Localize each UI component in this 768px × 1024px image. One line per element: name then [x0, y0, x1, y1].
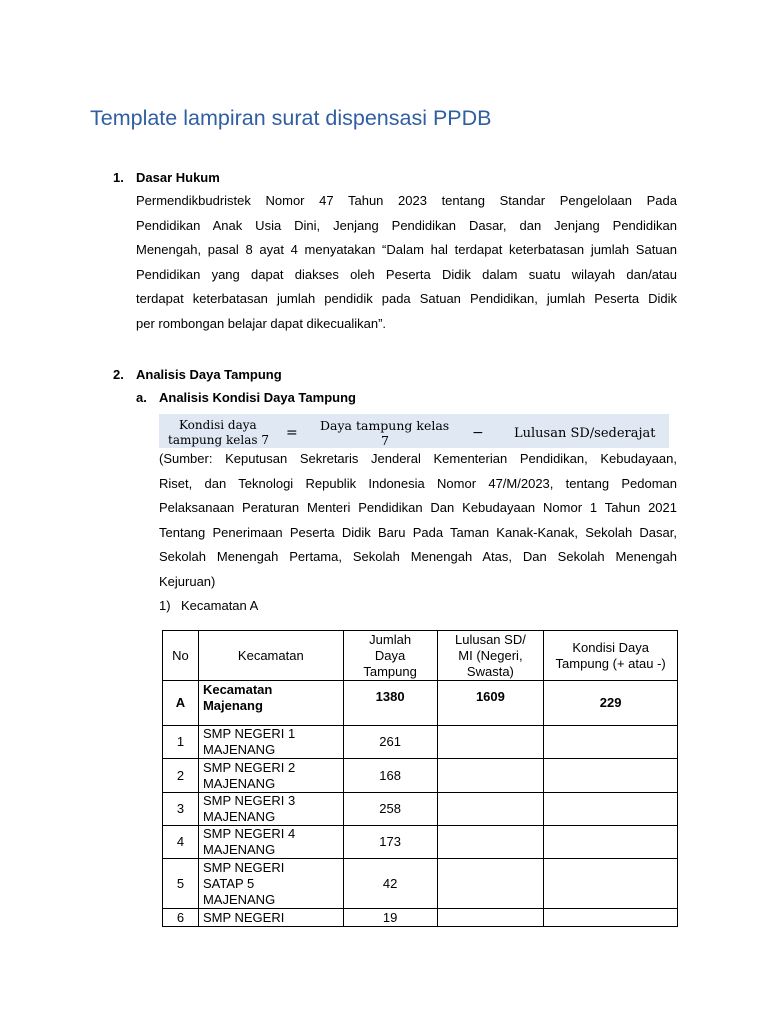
summary-row [163, 681, 678, 726]
formula-equals: = [286, 425, 298, 441]
cell-text: SMP NEGERI [202, 909, 285, 925]
cell-text: MAJENANG [202, 809, 276, 824]
paragraph-line: Permendikbudristek Nomor 47 Tahun 2023 tentang Standar Pengelolaan Pada [136, 193, 677, 208]
row-lulusan [437, 826, 544, 859]
header-text: Daya [374, 647, 406, 663]
subsection-a-number: a. [136, 390, 147, 405]
paragraph-line: terdapat keterbatasan jumlah pendidik pada Satuan Pendidikan, jumlah Peserta Didik [136, 291, 677, 307]
summary-jumlah: 1380 [343, 681, 437, 726]
row-kondisi [544, 759, 678, 793]
row-school [198, 826, 343, 859]
row-school [198, 859, 343, 909]
row-school [198, 909, 343, 927]
header-kondisi [544, 631, 678, 681]
subsection-a-heading: Analisis Kondisi Daya Tampung [159, 390, 356, 405]
cell-text: SMP NEGERI 3 [202, 793, 296, 808]
row-no: 4 [163, 826, 199, 859]
row-jumlah: 19 [343, 909, 437, 927]
formula-lhs-line2: tampung kelas 7 [168, 433, 269, 447]
formula-rhs: Lulusan SD/sederajat [514, 426, 656, 441]
row-lulusan [437, 909, 544, 927]
cell-text: SMP NEGERI 1 [202, 726, 296, 741]
row-no: 1 [163, 726, 199, 759]
page-title: Template lampiran surat dispensasi PPDB [90, 106, 492, 130]
header-text: MI (Negeri, [458, 647, 523, 663]
source-line: (Sumber: Keputusan Sekretaris Jenderal Kementerian Pendidikan, Kebudayaan, [159, 451, 677, 466]
row-kondisi [544, 726, 678, 759]
cell-text: Kecamatan [202, 682, 273, 697]
row-no: 6 [163, 909, 199, 927]
source-line: Pelaksanaan Peraturan Menteri Pendidikan Dan Kebudayaan Nomor 1 Tahun 2021 [159, 500, 677, 516]
row-school [198, 759, 343, 793]
cell-text: MAJENANG [202, 842, 276, 857]
table-row [163, 909, 678, 927]
paragraph-line: per rombongan belajar dapat dikecualikan”. [136, 315, 387, 331]
header-text: Jumlah [369, 631, 412, 647]
table-row [163, 726, 678, 759]
summary-no: A [163, 681, 199, 726]
section-2-number: 2. [113, 367, 124, 382]
row-jumlah: 168 [343, 759, 437, 793]
formula-numerator: Daya tampung kelas [320, 418, 450, 433]
cell-text: Majenang [202, 698, 263, 713]
row-kondisi [544, 793, 678, 826]
header-text: Swasta) [466, 663, 514, 679]
row-jumlah: 261 [343, 726, 437, 759]
formula-denominator: 7 [381, 433, 389, 448]
row-lulusan [437, 759, 544, 793]
source-line: Tentang Penerimaan Peserta Didik Baru Pada Taman Kanak-Kanak, Sekolah Dasar, [159, 524, 677, 540]
table-row [163, 826, 678, 859]
row-no: 5 [163, 859, 199, 909]
section-1-heading: Dasar Hukum [136, 170, 220, 185]
summary-kecamatan [198, 681, 343, 726]
item-number: 1) [159, 598, 171, 613]
row-no: 2 [163, 759, 199, 793]
header-text: Kondisi Daya [572, 639, 649, 655]
table-row [163, 759, 678, 793]
header-kecamatan: Kecamatan [198, 631, 343, 681]
cell-text: SMP NEGERI 4 [202, 826, 296, 841]
source-line: Riset, dan Teknologi Republik Indonesia Nomor 47/M/2023, tentang Pedoman [159, 475, 677, 491]
header-jumlah [343, 631, 437, 681]
paragraph-line: Pendidikan yang dapat diakses oleh Peserta Didik dalam suatu wilayah dan/atau [136, 266, 677, 282]
header-text: Tampung (+ atau -) [555, 655, 666, 671]
table-row [163, 793, 678, 826]
header-text: Tampung [363, 663, 417, 679]
row-lulusan [437, 859, 544, 909]
section-1-number: 1. [113, 170, 124, 185]
row-jumlah: 173 [343, 826, 437, 859]
table-header-row [163, 631, 678, 681]
formula-minus: − [472, 425, 484, 441]
row-kondisi [544, 859, 678, 909]
row-lulusan [437, 726, 544, 759]
row-school [198, 726, 343, 759]
cell-text: SMP NEGERI [202, 859, 285, 875]
row-lulusan [437, 793, 544, 826]
row-no: 3 [163, 793, 199, 826]
table-row [163, 859, 678, 909]
daya-tampung-table [162, 630, 678, 927]
formula-lhs-line1: Kondisi daya [179, 418, 257, 432]
cell-text: MAJENANG [202, 742, 276, 757]
header-lulusan [437, 631, 544, 681]
paragraph-line: Menengah, pasal 8 ayat 4 menyatakan “Dalam hal terdapat keterbatasan jumlah Satuan [136, 242, 677, 258]
summary-kondisi: 229 [544, 681, 678, 726]
paragraph-line: Pendidikan Anak Usia Dini, Jenjang Pendidikan Dasar, dan Jenjang Pendidikan [136, 217, 677, 233]
header-no: No [163, 631, 199, 681]
row-kondisi [544, 826, 678, 859]
formula-image [159, 414, 669, 448]
cell-text: MAJENANG [202, 775, 276, 791]
cell-text: MAJENANG [202, 891, 276, 907]
source-line: Kejuruan) [159, 573, 216, 589]
row-jumlah: 258 [343, 793, 437, 826]
summary-lulusan: 1609 [437, 681, 544, 726]
source-line: Sekolah Menengah Pertama, Sekolah Menengah Atas, Dan Sekolah Menengah [159, 549, 677, 565]
cell-text: SATAP 5 [202, 875, 255, 891]
item-label: Kecamatan A [181, 598, 259, 613]
header-text: Lulusan SD/ [455, 631, 526, 647]
row-kondisi [544, 909, 678, 927]
row-jumlah: 42 [343, 859, 437, 909]
source-paragraph [159, 447, 677, 595]
section-1-paragraph [136, 189, 677, 337]
cell-text: SMP NEGERI 2 [202, 759, 296, 775]
section-2-heading: Analisis Daya Tampung [136, 367, 282, 382]
row-school [198, 793, 343, 826]
